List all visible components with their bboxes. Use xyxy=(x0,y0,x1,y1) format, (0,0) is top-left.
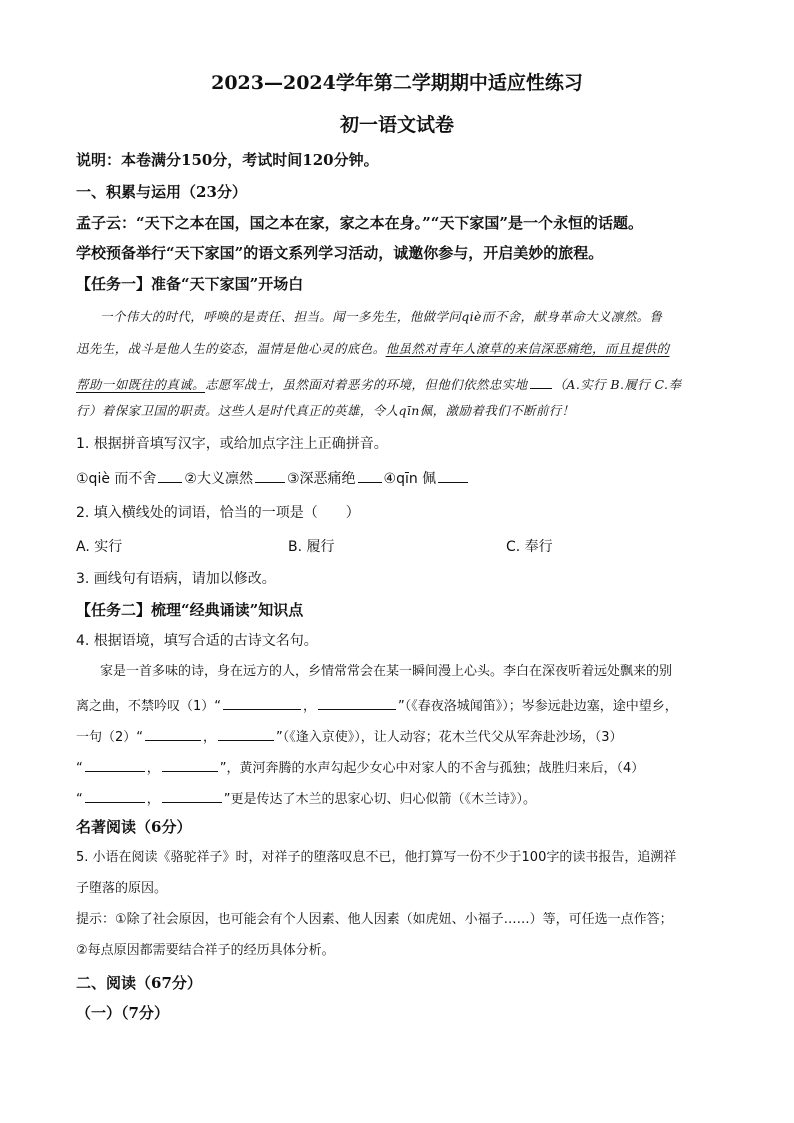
q4-comma: ， xyxy=(146,761,160,776)
q4-context-line-3 xyxy=(76,727,623,744)
q4-comma: ， xyxy=(146,792,160,807)
question-1-items xyxy=(76,469,470,486)
exam-subtitle: 初一语文试卷 xyxy=(339,114,454,136)
q1-answer-2[interactable] xyxy=(255,469,285,483)
question-4-stem: 4. 根据语境，填写合适的古诗文名句。 xyxy=(76,633,318,649)
passage-line-2 xyxy=(76,343,669,356)
q4-blank-2b[interactable] xyxy=(218,727,274,741)
exam-title: 2023—2024学年第二学期期中适应性练习 xyxy=(211,72,583,94)
passage-line-2-text: 迅先生，战斗是他人生的姿态，温情是他心灵的底色。 xyxy=(76,341,386,356)
passage-line-1: 一个伟大的时代，呼唤的是责任、担当。闻一多先生，他做学问qiè而不舍，献身革命大义凛然。鲁 xyxy=(100,309,663,324)
classics-reading-heading: 名著阅读（6分） xyxy=(76,818,192,836)
q4-blank-1a[interactable] xyxy=(223,696,301,710)
q4-blank-3a[interactable] xyxy=(85,758,145,772)
q4-context-line-2 xyxy=(76,696,678,713)
q4-text: ”，黄河奔腾的水声勾起少女心中对家人的不舍与孤独；战胜归来后，（4） xyxy=(219,761,645,776)
q4-text: ”（《春夜洛城闻笛》）；岑参远赴边塞，途中望乡， xyxy=(398,699,678,714)
q4-blank-2a[interactable] xyxy=(145,727,201,741)
question-5-line-2: 子堕落的原因。 xyxy=(76,881,168,896)
q1-answer-3[interactable] xyxy=(358,469,382,483)
q1-answer-1[interactable] xyxy=(158,469,182,483)
passage-options: （A.实行 B.履行 C.奉 xyxy=(553,377,682,392)
underlined-sentence-part-2: 帮助一如既往的真诚。 xyxy=(76,377,206,392)
section-1-lead-line-2: 学校预备举行“天下家国”的语文系列学习活动，诚邀你参与，开启美妙的旅程。 xyxy=(76,244,604,262)
passage-blank[interactable] xyxy=(530,375,552,389)
passage-line-4: 行）着保家卫国的职责。这些人是时代真正的英雄，令人qīn佩，激励着我们不断前行！ xyxy=(76,403,575,418)
section-2-part-1-heading: （一）（7分） xyxy=(76,1004,169,1022)
q4-blank-4b[interactable] xyxy=(162,789,222,803)
q1-item-2: ②大义凛然 xyxy=(184,471,253,487)
q4-blank-3b[interactable] xyxy=(162,758,218,772)
question-3-stem: 3. 画线句有语病，请加以修改。 xyxy=(76,571,276,587)
passage-line-3 xyxy=(76,375,681,392)
task-1-heading: 【任务一】准备“天下家国”开场白 xyxy=(76,275,304,293)
q1-answer-4[interactable] xyxy=(438,469,468,483)
exam-instructions: 说明：本卷满分150分，考试时间120分钟。 xyxy=(76,151,379,169)
underlined-sentence-part-1: 他虽然对青年人潦草的来信深恶痛绝，而且提供的 xyxy=(385,341,670,356)
q2-option-b[interactable]: B. 履行 xyxy=(288,539,335,555)
q4-comma: ， xyxy=(303,699,317,714)
question-5-hint-2: ②每点原因都需要结合祥子的经历具体分析。 xyxy=(76,943,335,958)
q4-blank-1b[interactable] xyxy=(318,696,396,710)
q4-text: 离之曲，不禁吟叹（1）“ xyxy=(76,699,222,714)
q4-comma: ， xyxy=(203,730,217,745)
question-1-stem: 1. 根据拼音填写汉字，或给加点字注上正确拼音。 xyxy=(76,436,388,452)
q2-option-a[interactable]: A. 实行 xyxy=(76,539,123,555)
q4-text: 一句（2）“ xyxy=(76,730,144,745)
q4-blank-4a[interactable] xyxy=(85,789,145,803)
q4-context-line-4 xyxy=(76,758,644,775)
section-2-heading: 二、阅读（67分） xyxy=(76,974,202,992)
question-2-stem: 2. 填入横线处的词语，恰当的一项是（ ） xyxy=(76,505,360,521)
q1-item-3: ③深恶痛绝 xyxy=(286,471,356,487)
passage-line-3-text: 志愿军战士，虽然面对着恶劣的环境，但他们依然忠实地 xyxy=(205,377,528,392)
q4-context-line-5 xyxy=(76,789,536,806)
q4-text: “ xyxy=(76,761,83,776)
question-5-line-1: 5. 小语在阅读《骆驼祥子》时，对祥子的堕落叹息不已，他打算写一份不少于100字的读书报告，追溯祥 xyxy=(76,850,677,865)
task-2-heading: 【任务二】梳理“经典诵读”知识点 xyxy=(76,601,304,619)
q4-text: “ xyxy=(76,792,83,807)
q1-item-1: ①qiè 而不舍 xyxy=(76,471,157,487)
q4-text: ”更是传达了木兰的思家心切、归心似箭（《木兰诗》）。 xyxy=(223,792,537,807)
question-5-hint-1: 提示：①除了社会原因，也可能会有个人因素、他人因素（如虎妞、小福子……）等，可任选一点作答； xyxy=(76,912,673,927)
q2-option-c[interactable]: C. 奉行 xyxy=(506,539,553,555)
q1-item-4: ④qīn 佩 xyxy=(383,471,437,487)
section-1-heading: 一、积累与运用（23分） xyxy=(76,183,247,201)
q4-text: ”（《逢入京使》），让人动容；花木兰代父从军奔赴沙场，（3） xyxy=(276,730,623,745)
q4-context-line-1: 家是一首多味的诗，身在远方的人，乡情常常会在某一瞬间漫上心头。李白在深夜听着远处飘来的别 xyxy=(100,664,673,679)
section-1-lead-line-1: 孟子云：“天下之本在国，国之本在家，家之本在身。”“天下家国”是一个永恒的话题。 xyxy=(76,214,644,232)
